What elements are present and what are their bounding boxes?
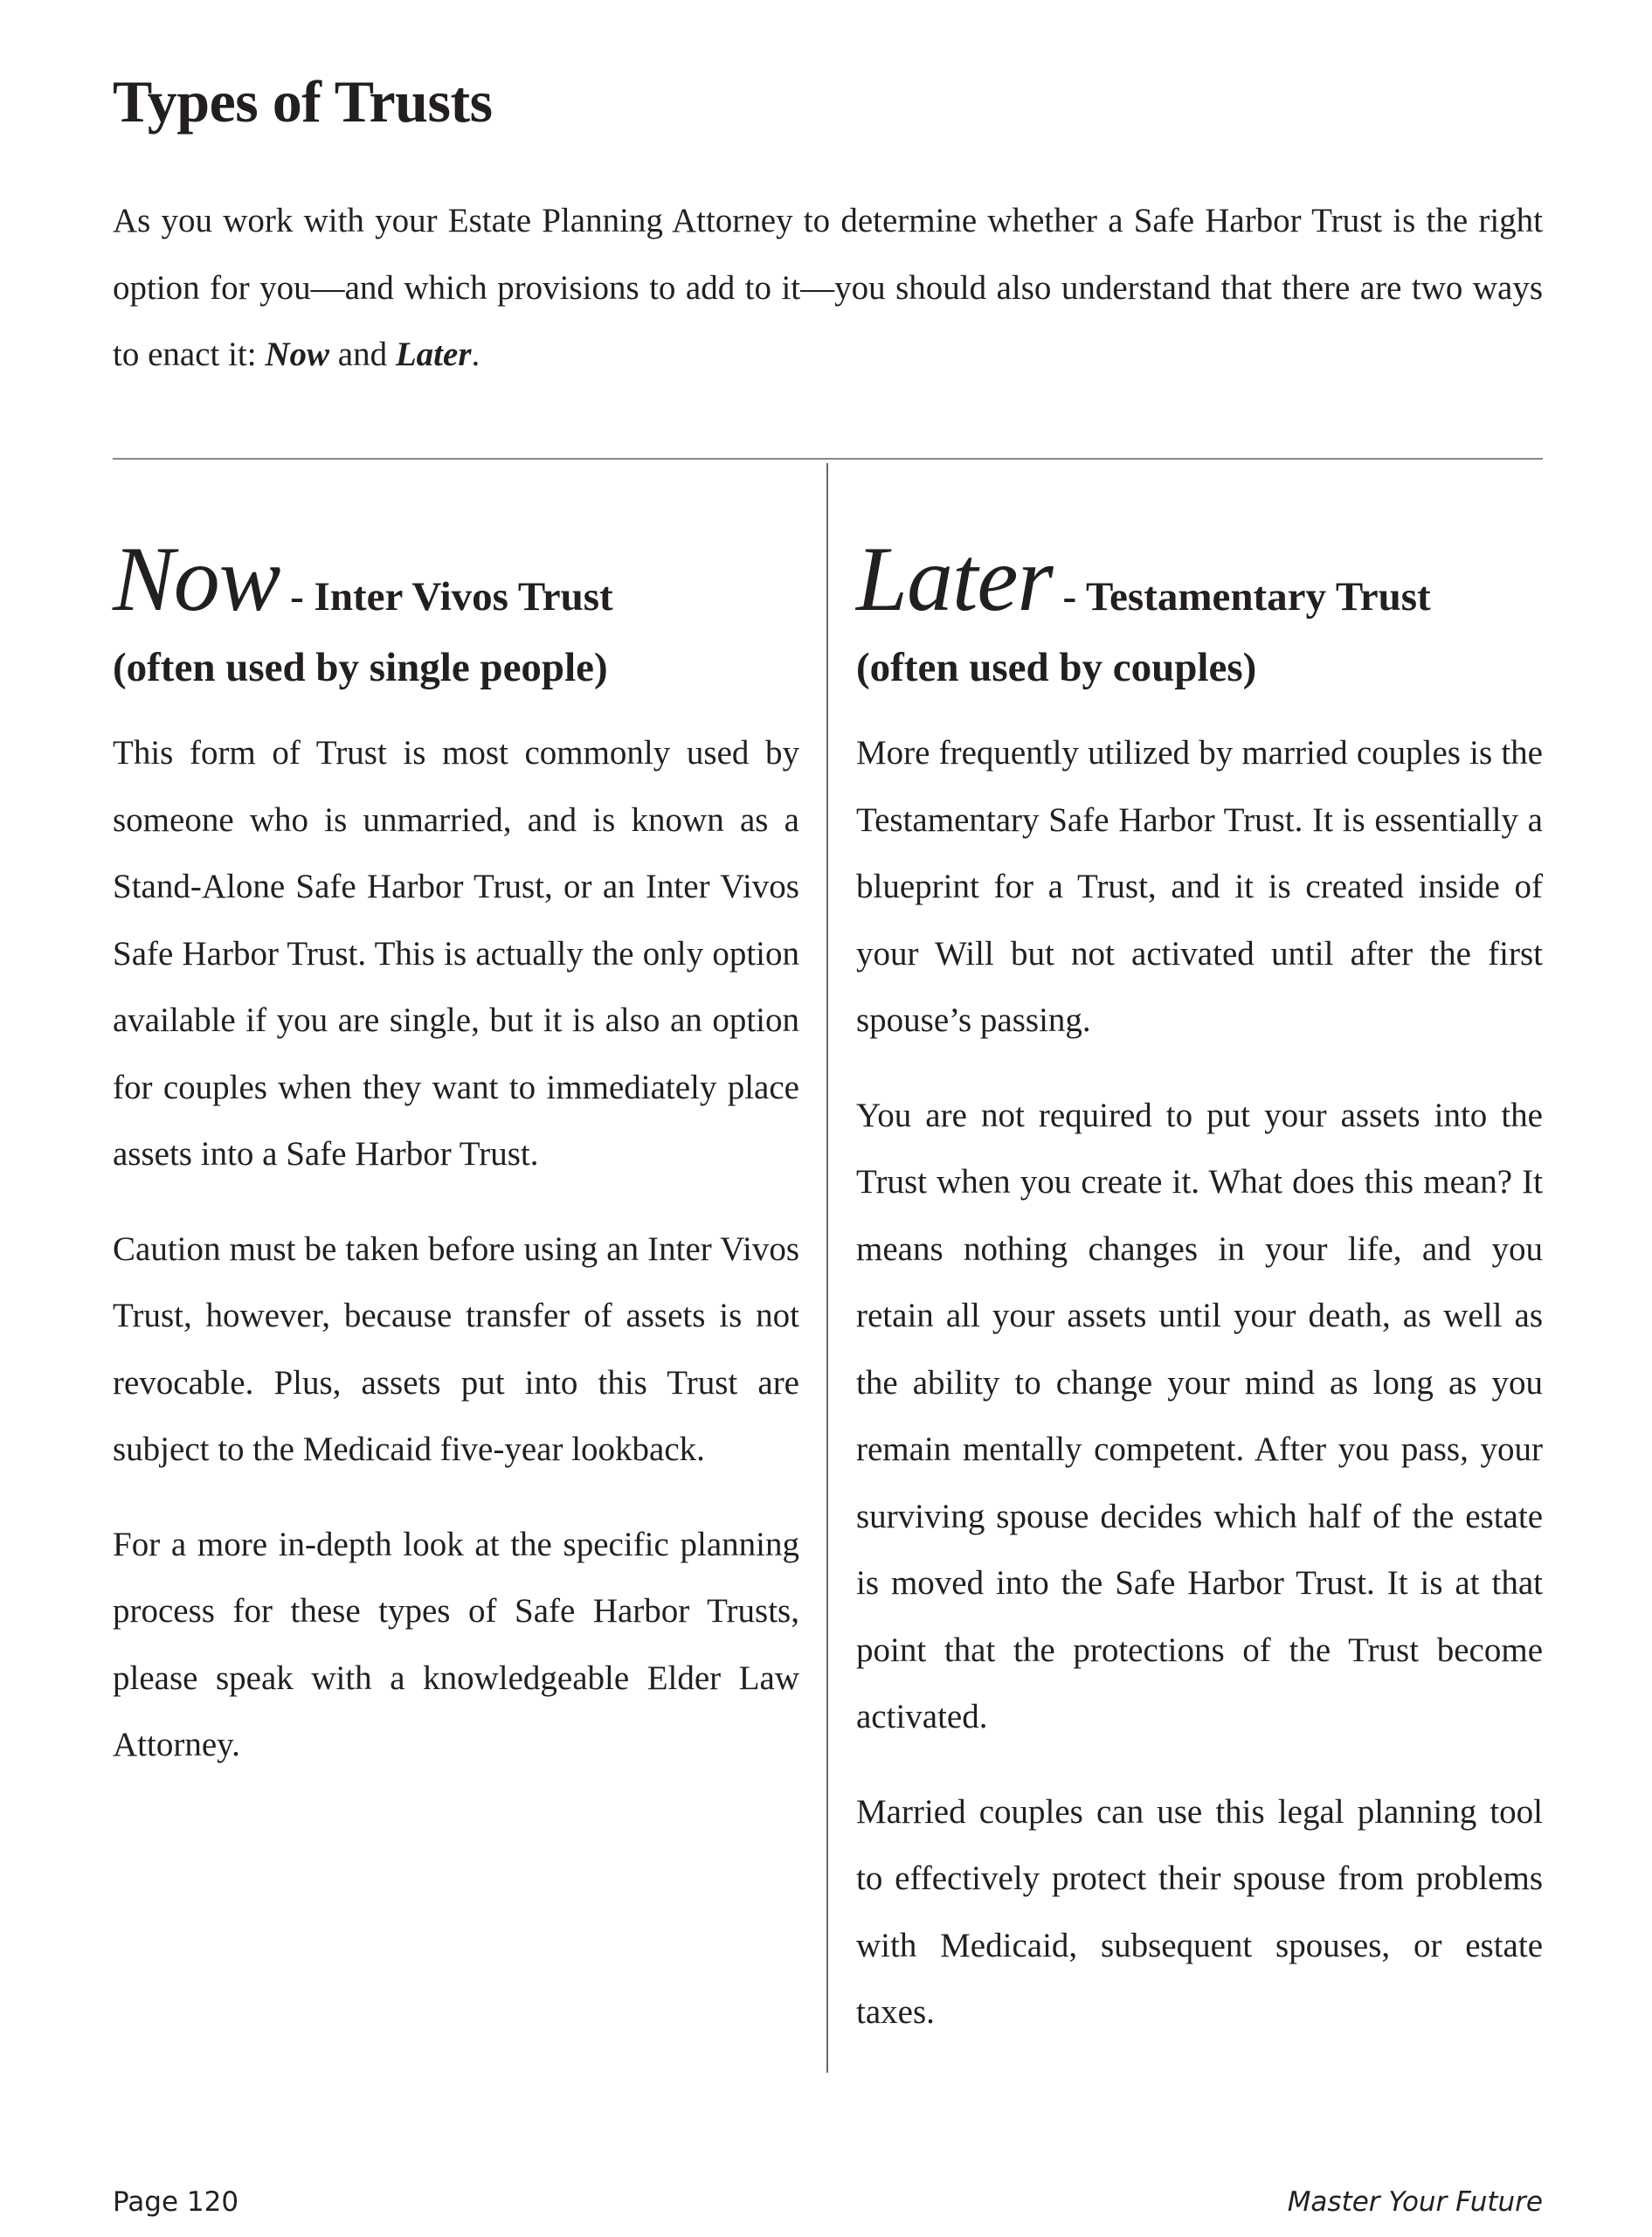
intro-later: Later [395, 336, 472, 373]
later-keyword: Later [856, 528, 1053, 630]
later-body [856, 720, 1543, 2047]
intro-text: As you work with your Estate Planning Attorney to determine whether a Safe Harbor Trust is the right option for you—and which provisions to add to it—you should also understand that there are two ways to enact it: [113, 202, 1543, 373]
book-title: Master Your Future [1287, 2186, 1543, 2218]
later-paragraph-1: More frequently utilized by married couples is the Testamentary Safe Harbor Trust. It is essentially a blueprint for a Trust, and it is created inside of your Will but not activated until after the first spouse’s passing. [856, 734, 1543, 1040]
intro-now: Now [265, 336, 330, 373]
page-number: Page 120 [113, 2186, 239, 2218]
later-heading [856, 528, 1543, 630]
page-title: Types of Trusts [113, 68, 493, 135]
now-heading [113, 528, 799, 630]
now-body [113, 720, 799, 1779]
now-paragraph-3: For a more in-depth look at the specific planning process for these types of Safe Harbor Trusts, please speak with a knowledgeable Elder Law Attorney. [113, 1525, 799, 1764]
now-heading-label: - Inter Vivos Trust [280, 574, 613, 620]
intro-paragraph [113, 188, 1543, 389]
later-column [856, 528, 1543, 2074]
later-heading-label: - Testamentary Trust [1052, 574, 1431, 620]
column-divider [826, 463, 828, 2073]
horizontal-divider [113, 458, 1543, 460]
now-paragraph-1: This form of Trust is most commonly used by someone who is unmarried, and is known as a Stand-Alone Safe Harbor Trust, or an Inter Vivos Safe Harbor Trust. This is actually the only option available if you are single, but it is also an option for couples when they want to immediately place assets into a Safe Harbor Trust. [113, 734, 799, 1174]
intro-and: and [329, 336, 396, 373]
now-keyword: Now [113, 528, 280, 630]
now-column [113, 528, 799, 1807]
now-subheading: (often used by single people) [113, 645, 608, 690]
later-subheading: (often used by couples) [856, 645, 1257, 690]
intro-end: . [471, 336, 480, 373]
later-paragraph-3: Married couples can use this legal planning tool to effectively protect their spouse from problems with Medicaid, subsequent spouses, or estate taxes. [856, 1792, 1543, 2032]
now-paragraph-2: Caution must be taken before using an Inter Vivos Trust, however, because transfer of assets is not revocable. Plus, assets put into this Trust are subject to the Medicaid five-year lookback. [113, 1229, 799, 1469]
later-paragraph-2: You are not required to put your assets into the Trust when you create it. What does this mean? It means nothing changes in your life, and you retain all your assets until your death, as well as the ability to change your mind as long as you remain mentally competent. After you pass, your surviving spouse decides which half of the estate is moved into the Safe Harbor Trust. It is at that point that the protections of the Trust become activated. [856, 1096, 1543, 1736]
